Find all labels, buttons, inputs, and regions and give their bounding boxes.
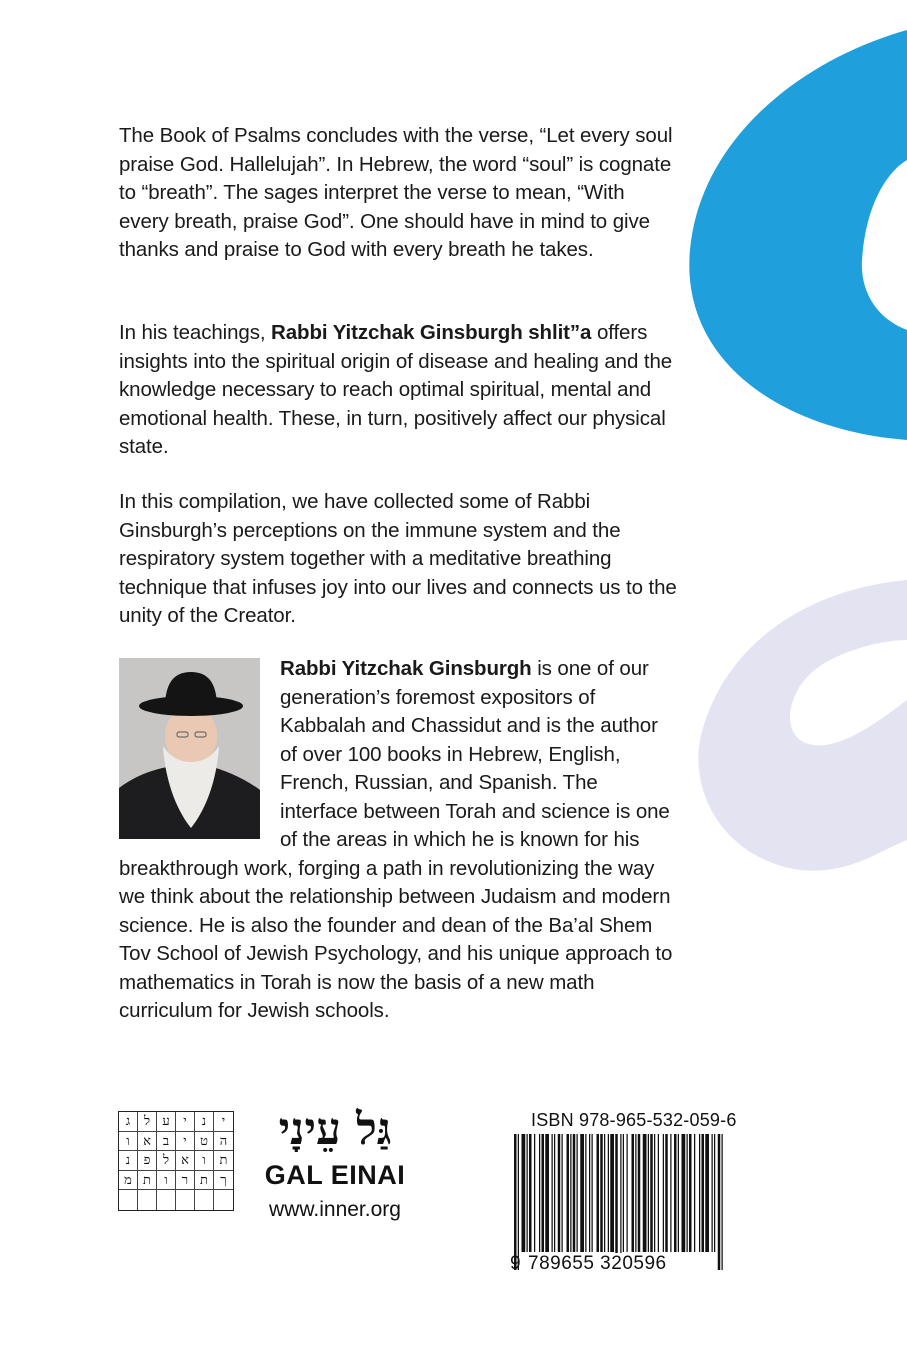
barcode-bar (643, 1134, 647, 1252)
barcode-bar (567, 1134, 570, 1252)
grid-letter-cell (119, 1190, 138, 1210)
barcode (512, 1134, 727, 1270)
barcode-bar (674, 1134, 677, 1252)
barcode-bar (592, 1134, 593, 1252)
barcode-bar (600, 1134, 603, 1252)
barcode-bar (687, 1134, 688, 1252)
barcode-bar (573, 1134, 576, 1252)
grid-letter-cell: י (176, 1112, 195, 1132)
grid-letter-cell: ה (214, 1132, 233, 1152)
publisher-website[interactable]: www.inner.org (269, 1198, 401, 1221)
barcode-bar (632, 1134, 635, 1252)
barcode-bar (604, 1134, 605, 1252)
grid-letter-cell (214, 1190, 233, 1210)
intro-paragraph (119, 122, 679, 265)
grid-letter-cell: ת (195, 1171, 214, 1191)
grid-letter-cell: נ (195, 1112, 214, 1132)
barcode-lead-digit: 9 (510, 1253, 522, 1274)
publisher-name: GAL EINAI (264, 1160, 406, 1190)
teachings-rest: offers insights into the spiritual origin of disease and healing and the knowledge necessary to reach optimal spiritual, mental and emotional health. These, in turn, positively affect our physical state. (119, 321, 673, 458)
barcode-bar (722, 1134, 723, 1270)
barcode-bar (597, 1134, 600, 1252)
publisher-hebrew-name: גַּל עֵינָי (278, 1104, 392, 1155)
barcode-bar (718, 1134, 721, 1270)
barcode-bar (670, 1134, 671, 1252)
grid-letter-cell: ו (157, 1171, 176, 1191)
barcode-bar (712, 1134, 713, 1252)
grid-letter-cell: ו (195, 1151, 214, 1171)
barcode-bar (542, 1134, 545, 1252)
grid-letter-cell (176, 1190, 195, 1210)
barcode-bar (648, 1134, 649, 1252)
barcode-bar (627, 1134, 628, 1252)
compilation-paragraph (119, 488, 679, 631)
blue-swirl-shape (689, 30, 907, 440)
grid-letter-cell: ט (195, 1132, 214, 1152)
barcode-bar (638, 1134, 641, 1252)
barcode-bar (577, 1134, 578, 1252)
grid-letter-cell: י (214, 1112, 233, 1132)
grid-letter-cell: ר (176, 1171, 195, 1191)
barcode-bar (610, 1134, 614, 1252)
grid-letter-cell: ת (214, 1151, 233, 1171)
barcode-bar (558, 1134, 561, 1252)
grid-letter-cell: ו (119, 1132, 138, 1152)
grid-letter-cell (157, 1190, 176, 1210)
barcode-bar (585, 1134, 586, 1252)
barcode-bar (678, 1134, 679, 1252)
grid-letter-cell: ת (138, 1171, 157, 1191)
intro-paragraph-text: The Book of Psalms concludes with the verse, “Let every soul praise God. Hallelujah”. In Hebrew, the word “soul” is cognate to “breath”. The sages interpret the verse to mean, “With every breath, praise God”. One should have in mind to give thanks and praise to God with every breath he takes. (119, 124, 673, 261)
barcode-bar (514, 1134, 517, 1270)
barcode-bar (623, 1134, 624, 1252)
grid-letter-cell: נ (119, 1151, 138, 1171)
teachings-paragraph-text (119, 319, 679, 462)
barcode-main-digits: 789655 320596 (528, 1253, 667, 1274)
barcode-bar (694, 1134, 695, 1252)
barcode-bar (518, 1134, 519, 1270)
grid-letter-cell: ב (157, 1132, 176, 1152)
teachings-prefix: In his teachings, (119, 321, 272, 344)
barcode-bar (665, 1134, 668, 1252)
grid-letter-cell: ג (119, 1112, 138, 1132)
barcode-bar (562, 1134, 563, 1252)
lavender-swirl-shape (698, 580, 907, 871)
barcode-bar (570, 1134, 571, 1252)
grid-letter-cell (195, 1190, 214, 1210)
grid-letter-cell: מ (119, 1171, 138, 1191)
barcode-bar (554, 1134, 555, 1252)
barcode-bar (529, 1134, 532, 1252)
grid-letter-cell: ך (214, 1171, 233, 1191)
grid-letter-cell: א (176, 1151, 195, 1171)
author-bio-name: Rabbi Yitzchak Ginsburgh (280, 657, 532, 680)
isbn-label: ISBN 978-965-532-059-6 (531, 1110, 737, 1130)
barcode-bar (714, 1134, 715, 1252)
author-photo (119, 658, 260, 839)
compilation-paragraph-text: In this compilation, we have collected some of Rabbi Ginsburgh’s perceptions on the immune system and the respiratory system together with a meditative breathing technique that infuses joy into our lives and connects us to the unity of the Creator. (119, 490, 677, 627)
barcode-bar (682, 1134, 686, 1252)
barcode-bar (663, 1134, 664, 1252)
grid-letter-cell (138, 1190, 157, 1210)
barcode-bar (580, 1134, 584, 1252)
grid-letter-cell: א (138, 1132, 157, 1152)
grid-letter-cell: י (176, 1132, 195, 1152)
barcode-bar (658, 1134, 659, 1252)
barcode-bar (522, 1134, 526, 1252)
grid-letter-cell: ל (138, 1112, 157, 1132)
barcode-bar (689, 1134, 692, 1252)
barcode-bar (705, 1134, 709, 1252)
barcode-digits (510, 1253, 667, 1275)
barcode-bar (654, 1134, 655, 1252)
rabbi-name-bold: Rabbi Yitzchak Ginsburgh shlit”a (271, 321, 592, 344)
grid-letter-cell: ל (157, 1151, 176, 1171)
grid-letter-cell: פ (138, 1151, 157, 1171)
barcode-bar (527, 1134, 528, 1252)
author-bio-body: is one of our generation’s foremost expositors of Kabbalah and Chassidut and is the author of over 100 books in Hebrew, English, French, Russian, and Spanish. The interface between Torah and science is one of the areas in which he is known for his breakthrough work, forging a path in revolutionizing the way we think about the relationship between Judaism and modern science. He is also the founder and dean of the Ba’al Shem Tov School of Jewish Psychology, and his unique approach to mathematics in Torah is now the basis of a new math curriculum for Jewish schools. (119, 657, 673, 1022)
barcode-bar (699, 1134, 700, 1252)
barcode-bar (635, 1134, 636, 1252)
barcode-bar (534, 1134, 535, 1252)
grid-letter-cell: ע (157, 1112, 176, 1132)
barcode-bar (702, 1134, 705, 1252)
barcode-bar (620, 1134, 621, 1270)
barcode-bar (650, 1134, 653, 1252)
barcode-bar (552, 1134, 553, 1252)
publisher-letter-grid-logo (118, 1111, 234, 1211)
author-portrait-image (119, 658, 260, 839)
teachings-paragraph (119, 319, 679, 462)
barcode-bar (615, 1134, 618, 1270)
barcode-bars (512, 1134, 727, 1270)
author-bio (119, 655, 679, 1026)
barcode-bar (608, 1134, 609, 1252)
barcode-bar (589, 1134, 590, 1252)
barcode-bar (545, 1134, 549, 1252)
barcode-bar (539, 1134, 540, 1252)
